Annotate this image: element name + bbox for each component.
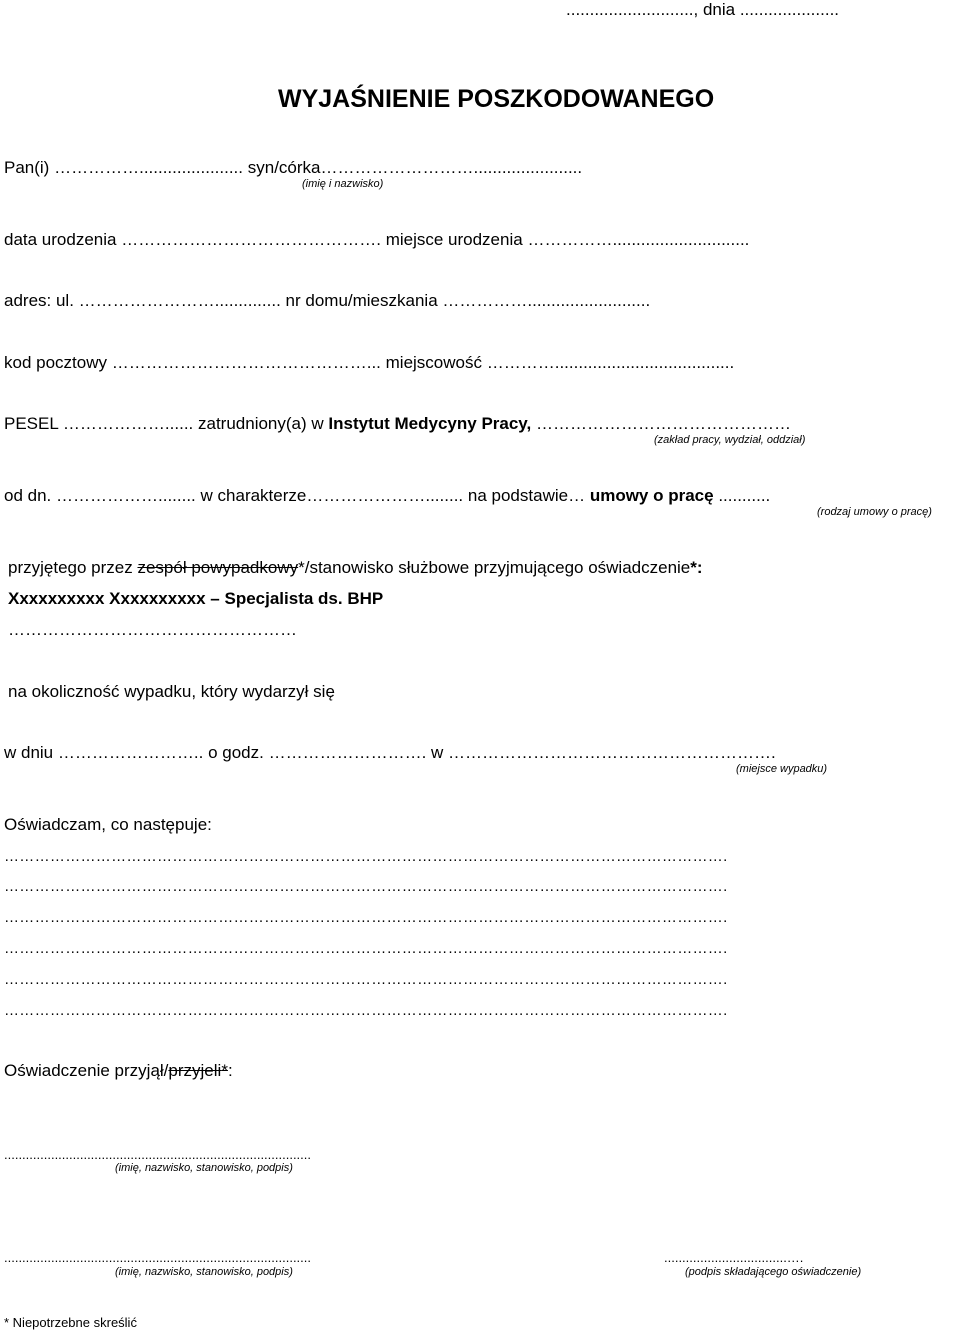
accepted-suffix: */stanowisko służbowe przyjmującego oświadczenie (298, 558, 691, 577)
declaration-line[interactable]: ……………………………………………………………………………………………………………………………. (4, 878, 728, 895)
name-field[interactable]: ……………...................... (54, 158, 244, 177)
signature-1-caption: (imię, nazwisko, stanowisko, podpis) (115, 1162, 293, 1174)
employer-caption: (zakład pracy, wydział, oddział) (654, 434, 806, 446)
period-row (4, 486, 770, 506)
name-row (4, 158, 582, 178)
received-prefix: Oświadczenie przyjął/ (4, 1061, 169, 1080)
city-field[interactable]: …………...................................... (486, 353, 735, 372)
postal-row (4, 353, 734, 373)
employed-label: zatrudniony(a) w (198, 414, 324, 433)
declaration-label: Oświadczam, co następuje: (4, 815, 212, 834)
birth-date-field[interactable]: ………………………………………. (121, 230, 381, 249)
contract-caption: (rodzaj umowy o pracę) (817, 506, 932, 518)
name-label: Pan(i) (4, 158, 50, 177)
signature-2-field[interactable]: ..................................................................................... (4, 1250, 312, 1265)
received-colon: : (227, 1061, 233, 1080)
accident-place-label: w (431, 743, 444, 762)
declaration-line[interactable]: ……………………………………………………………………………………………………………………………. (4, 848, 728, 865)
city-label: miejscowość (385, 353, 482, 372)
birth-place-label: miejsce urodzenia (385, 230, 523, 249)
declaration-line[interactable]: ……………………………………………………………………………………………………………………………. (4, 1002, 728, 1019)
received-label (4, 1061, 233, 1081)
from-date-label: od dn. (4, 486, 52, 505)
accepted-by-line (8, 558, 703, 578)
accident-place-caption: (miejsce wypadku) (736, 763, 828, 775)
contract-type: umowy o pracę (589, 486, 714, 505)
son-daughter-field[interactable]: ………………………....................... (320, 158, 583, 177)
birth-place-field[interactable]: ……………............................. (527, 230, 750, 249)
name-caption: (imię i nazwisko) (302, 178, 384, 190)
from-date-field[interactable]: ………………........ (56, 486, 196, 505)
house-number-field[interactable]: …………….......................... (442, 291, 651, 310)
street-field[interactable]: …………………….............. (78, 291, 281, 310)
basis-label: na podstawie… (467, 486, 586, 505)
role-field[interactable]: …………………........ (306, 486, 464, 505)
signature-1-field[interactable]: ..................................................................................... (4, 1147, 312, 1162)
date-line: ..........................., dnia ..................... (566, 0, 840, 19)
employer-name: Instytut Medycyny Pracy, (328, 414, 532, 433)
page-title: WYJAŚNIENIE POSZKODOWANEGO (278, 85, 715, 113)
accepted-asterisk: *: (690, 558, 703, 577)
circumstances-text: na okoliczność wypadku, który wydarzył się (8, 682, 335, 701)
received-struck-option: przyjeli (168, 1061, 222, 1080)
declaration-line[interactable]: ……………………………………………………………………………………………………………………………. (4, 909, 728, 926)
street-label: adres: ul. (4, 291, 74, 310)
pesel-label: PESEL (4, 414, 59, 433)
son-daughter-label: syn/córka (247, 158, 321, 177)
signature-3-field[interactable]: ..................................…. (664, 1250, 804, 1265)
house-number-label: nr domu/mieszkania (285, 291, 438, 310)
day-label: w dniu (4, 743, 54, 762)
postal-code-label: kod pocztowy (4, 353, 107, 372)
accident-place-field[interactable]: …………………………………………………. (448, 743, 776, 762)
contract-field[interactable]: ........... (718, 486, 771, 505)
accepted-by-name: Xxxxxxxxxx Xxxxxxxxxx – Specjalista ds. BHP (8, 589, 384, 608)
footnote: * Niepotrzebne skreślić (4, 1315, 137, 1330)
birth-row (4, 230, 749, 250)
signature-3-caption: (podpis składającego oświadczenie) (685, 1266, 862, 1278)
hour-label: o godz. (208, 743, 264, 762)
postal-code-field[interactable]: ………………………………………... (111, 353, 381, 372)
accepted-struck-option: zespół powypadkowy (137, 558, 299, 577)
signature-2-caption: (imię, nazwisko, stanowisko, podpis) (115, 1266, 293, 1278)
pesel-field[interactable]: ………………...... (62, 414, 194, 433)
declaration-line[interactable]: ……………………………………………………………………………………………………………………………. (4, 940, 728, 957)
declaration-line[interactable]: ……………………………………………………………………………………………………………………………. (4, 971, 728, 988)
accepted-prefix: przyjętego przez (8, 558, 133, 577)
employer-field[interactable]: ……………………………………… (535, 414, 791, 433)
role-label: w charakterze (200, 486, 307, 505)
pesel-row (4, 414, 791, 434)
address-row (4, 291, 650, 311)
hour-field[interactable]: ………………………. (268, 743, 427, 762)
received-asterisk: * (221, 1061, 228, 1080)
day-field[interactable]: …………………….. (57, 743, 204, 762)
accident-when-row (4, 743, 776, 763)
accepted-by-field[interactable]: …………………………………………… (8, 620, 297, 639)
birth-date-label: data urodzenia (4, 230, 117, 249)
